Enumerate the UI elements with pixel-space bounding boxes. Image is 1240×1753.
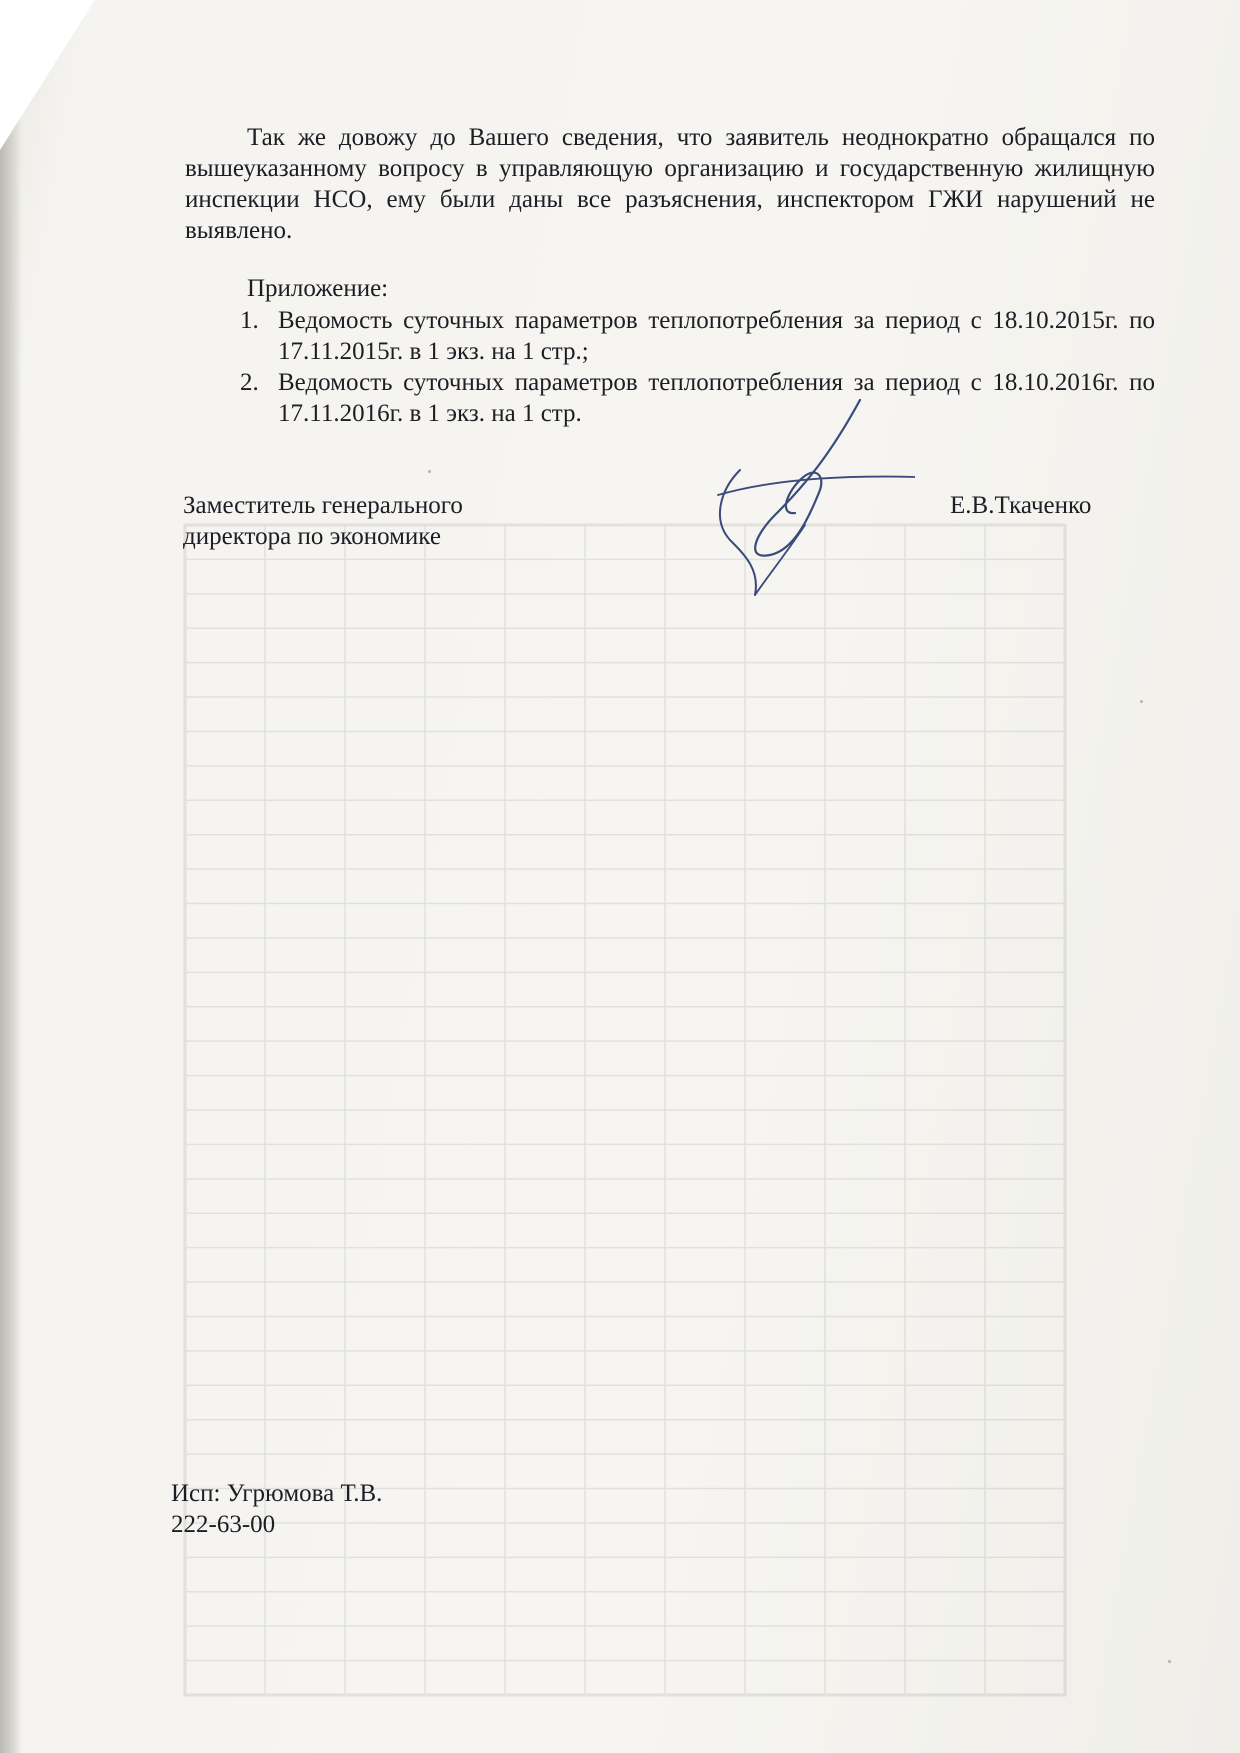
appendix-item-text: Ведомость суточных параметров теплопотребления за период с 18.10.2016г. по 17.11.2016г. в 1 экз. на 1 стр. [278,369,1155,427]
signatory-position [183,490,603,552]
body-paragraph: Так же довожу до Вашего сведения, что заявитель неоднократно обращался по вышеуказанному вопросу в управляющую организацию и государственную жилищную инспекции НСО, ему были даны все разъяснения, инспектором ГЖИ нарушений не выявлено. [185,124,1155,244]
executor-phone: 222-63-00 [171,1511,276,1538]
appendix-item-text: Ведомость суточных параметров теплопотребления за период с 18.10.2015г. по 17.11.2015г. в 1 экз. на 1 стр.; [278,307,1155,365]
signature-icon [700,395,915,600]
executor-name: Исп: Угрюмова Т.В. [171,1480,383,1507]
appendix-title: Приложение: [247,275,389,302]
appendix-list [240,305,1155,429]
signatory-position-line-2: директора по экономике [183,523,441,550]
signatory-name: Е.В.Ткаченко [950,492,1092,519]
scan-speck [1168,1660,1171,1663]
page-corner-fold [0,0,95,150]
appendix-item [240,367,1155,429]
page-left-edge-shadow [0,0,22,1753]
scan-speck [428,470,431,473]
appendix-item-number: 2. [240,369,259,396]
appendix-item-number: 1. [240,307,259,334]
signatory-position-line-1: Заместитель генерального [183,492,463,519]
appendix-item [240,305,1155,367]
scan-speck [1140,700,1143,703]
executor-block [171,1478,382,1540]
